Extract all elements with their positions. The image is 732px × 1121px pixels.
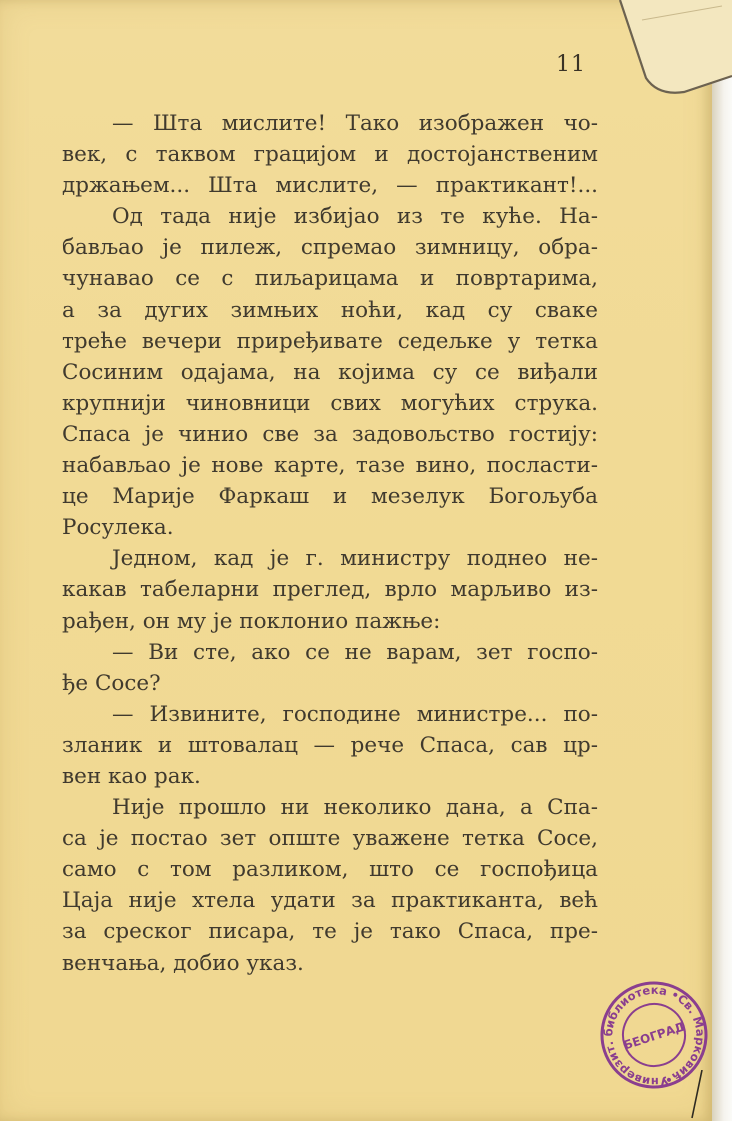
- text-line: Од тада није избијао из те куће. На-: [112, 204, 598, 230]
- text-line: рађен, он му је поклонио пажње:: [62, 608, 441, 634]
- pen-mark-icon: [686, 1070, 706, 1120]
- text-line: Није прошло ни неколико дана, а Спа-: [112, 795, 598, 821]
- stamp-center-text: БЕОГРАД: [621, 1019, 687, 1053]
- text-line: крупнији чиновници свих могућих струка.: [62, 390, 598, 416]
- text-line: — Шта мислите! Тако изображен чо-: [112, 111, 598, 136]
- text-line: треће вечери приређивате седељке у тетка: [62, 328, 598, 354]
- stamp-outer-text: Универзит. библиотека •Св. Марковић•: [601, 982, 708, 1089]
- text-line: чунавао се с пиљарицама и повртарима,: [62, 266, 598, 292]
- text-line: бављао је пилеж, спремао зимницу, обра-: [62, 235, 598, 261]
- folded-corner-icon: [612, 0, 732, 100]
- text-line: ђе Сосе?: [62, 670, 161, 696]
- text-line: — Извините, господине министре... по-: [112, 701, 598, 727]
- body-text: [62, 108, 598, 979]
- text-line: вен као рак.: [62, 763, 201, 789]
- text-line: венчања, добио указ.: [62, 950, 304, 976]
- text-line: Спаса је чинио све за задовољство гостију:: [62, 421, 598, 447]
- text-line: Цаја није хтела удати за практиканта, већ: [62, 888, 598, 914]
- text-line: це Марије Фаркаш и мезелук Богољуба: [62, 484, 598, 510]
- text-line: Једном, кад је г. министру поднео не-: [112, 546, 598, 572]
- text-line: са је постао зет опште уважене тетка Сосе,: [62, 826, 598, 852]
- text-line: какав табеларни преглед, врло марљиво из-: [62, 577, 598, 603]
- scan-edge: [712, 0, 732, 1121]
- text-line: за среског писара, те је тако Спаса, пре-: [62, 919, 598, 945]
- text-line: — Ви сте, ако се не варам, зет госпо-: [112, 639, 598, 665]
- text-line: набављао је нове карте, тазе вино, посласти-: [62, 453, 598, 479]
- text-line: Сосиним одајама, на којима су се виђали: [62, 359, 598, 385]
- text-line: само с том разликом, што се госпођица: [62, 857, 598, 883]
- text-line: а за дугих зимњих ноћи, кад су сваке: [62, 297, 598, 323]
- text-line: држањем... Шта мислите, — практикант!...: [62, 173, 598, 199]
- text-line: век, с таквом грацијом и достојанственим: [62, 142, 598, 168]
- text-line: Росулека.: [62, 515, 174, 541]
- page-number: 11: [556, 52, 586, 77]
- text-line: зланик и штовалац — рече Спаса, сав цр-: [62, 732, 598, 758]
